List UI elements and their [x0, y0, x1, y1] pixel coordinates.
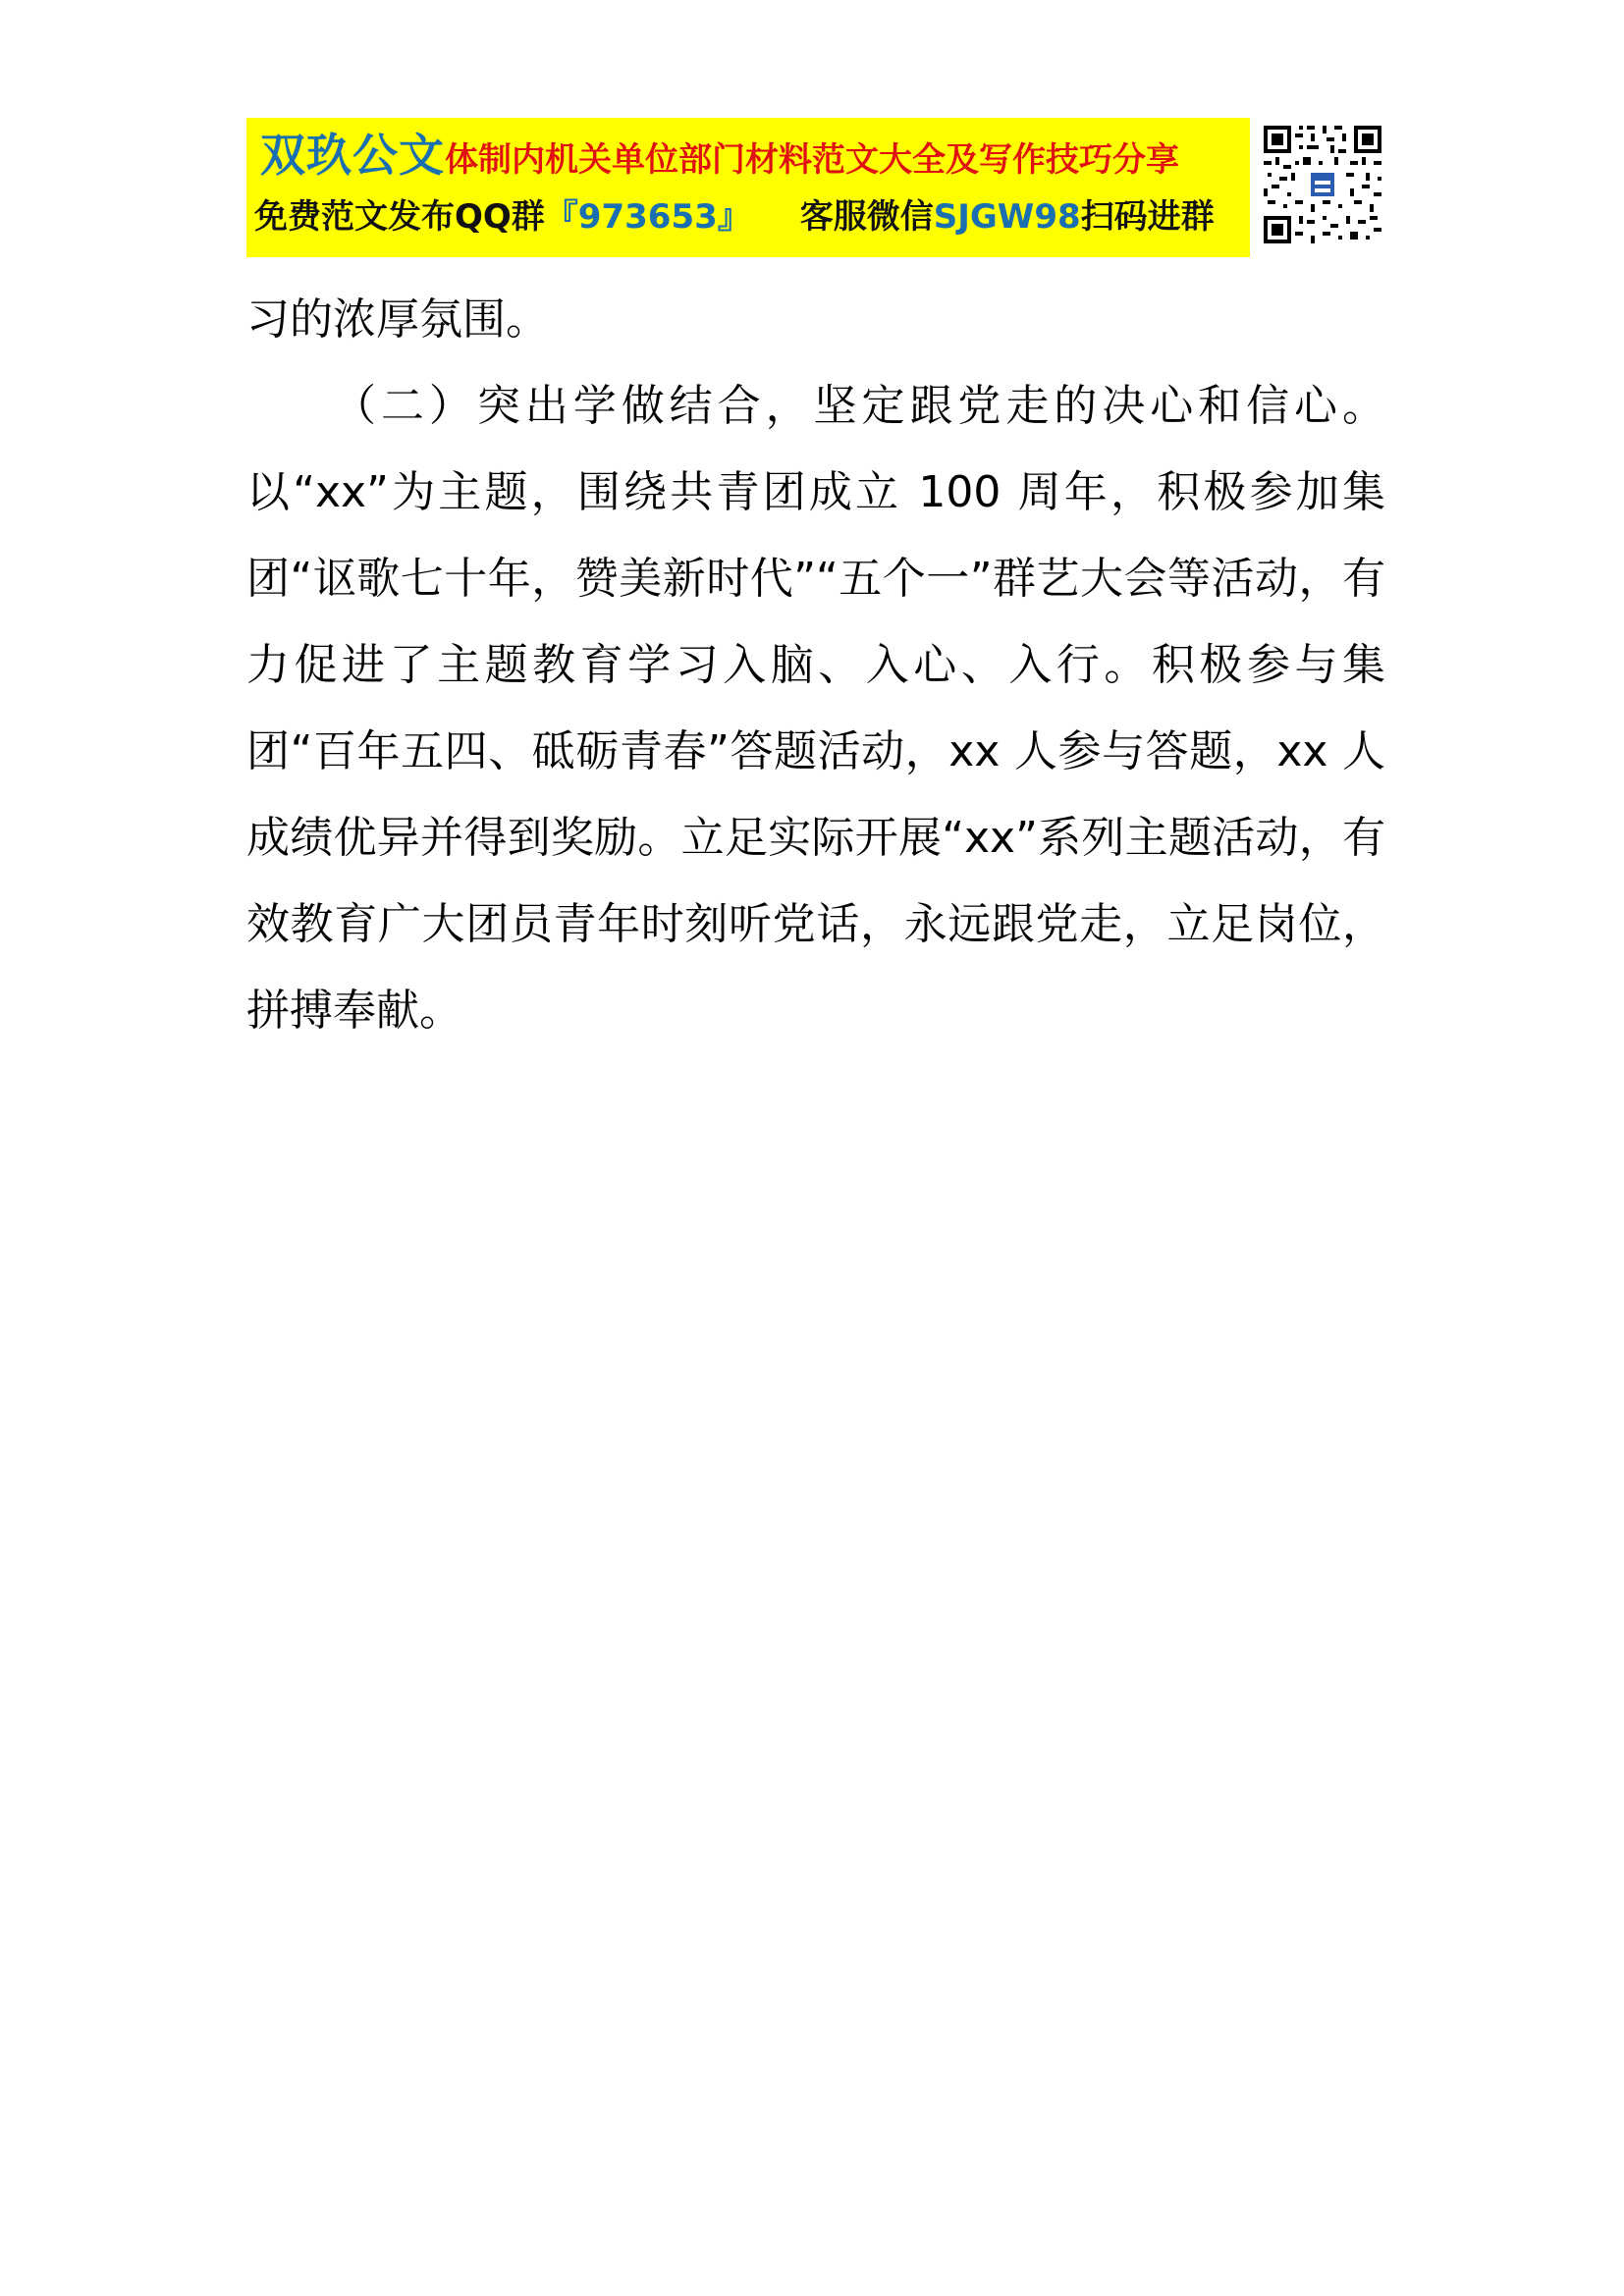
qr-code-icon [1260, 122, 1385, 247]
banner-slogan: 体制内机关单位部门材料范文大全及写作技巧分享 [445, 140, 1179, 180]
document-body [246, 277, 1385, 1054]
banner-wechat-id: SJGW98 [933, 197, 1081, 237]
promo-banner [246, 118, 1250, 257]
paragraph-section-two: （二）突出学做结合，坚定跟党走的决心和信心。以“xx”为主题，围绕共青团成立 100 周年，积极参加集团“讴歌七十年，赞美新时代”“五个一”群艺大会等活动，有力促进了主题教育学习入脑、入心、入行。积极参与集团“百年五四、砥砺青春”答题活动，xx 人参与答题，xx 人成绩优异并得到奖励。立足实际开展“xx”系列主题活动，有效教育广大团员青年时刻听党话，永远跟党走，立足岗位，拼搏奉献。 [246, 381, 1385, 1036]
banner-first-line [260, 128, 1179, 193]
banner-qq-label: 免费范文发布QQ群 [254, 197, 545, 237]
banner-wechat-label: 客服微信 [799, 197, 934, 237]
banner-qq-number: 『973653』 [544, 197, 751, 237]
banner-wechat-suffix: 扫码进群 [1080, 197, 1215, 237]
banner-brand: 双玖公文 [260, 129, 445, 182]
paragraph-continuation: 习的浓厚氛围。 [246, 294, 549, 345]
banner-second-line [254, 192, 1215, 241]
